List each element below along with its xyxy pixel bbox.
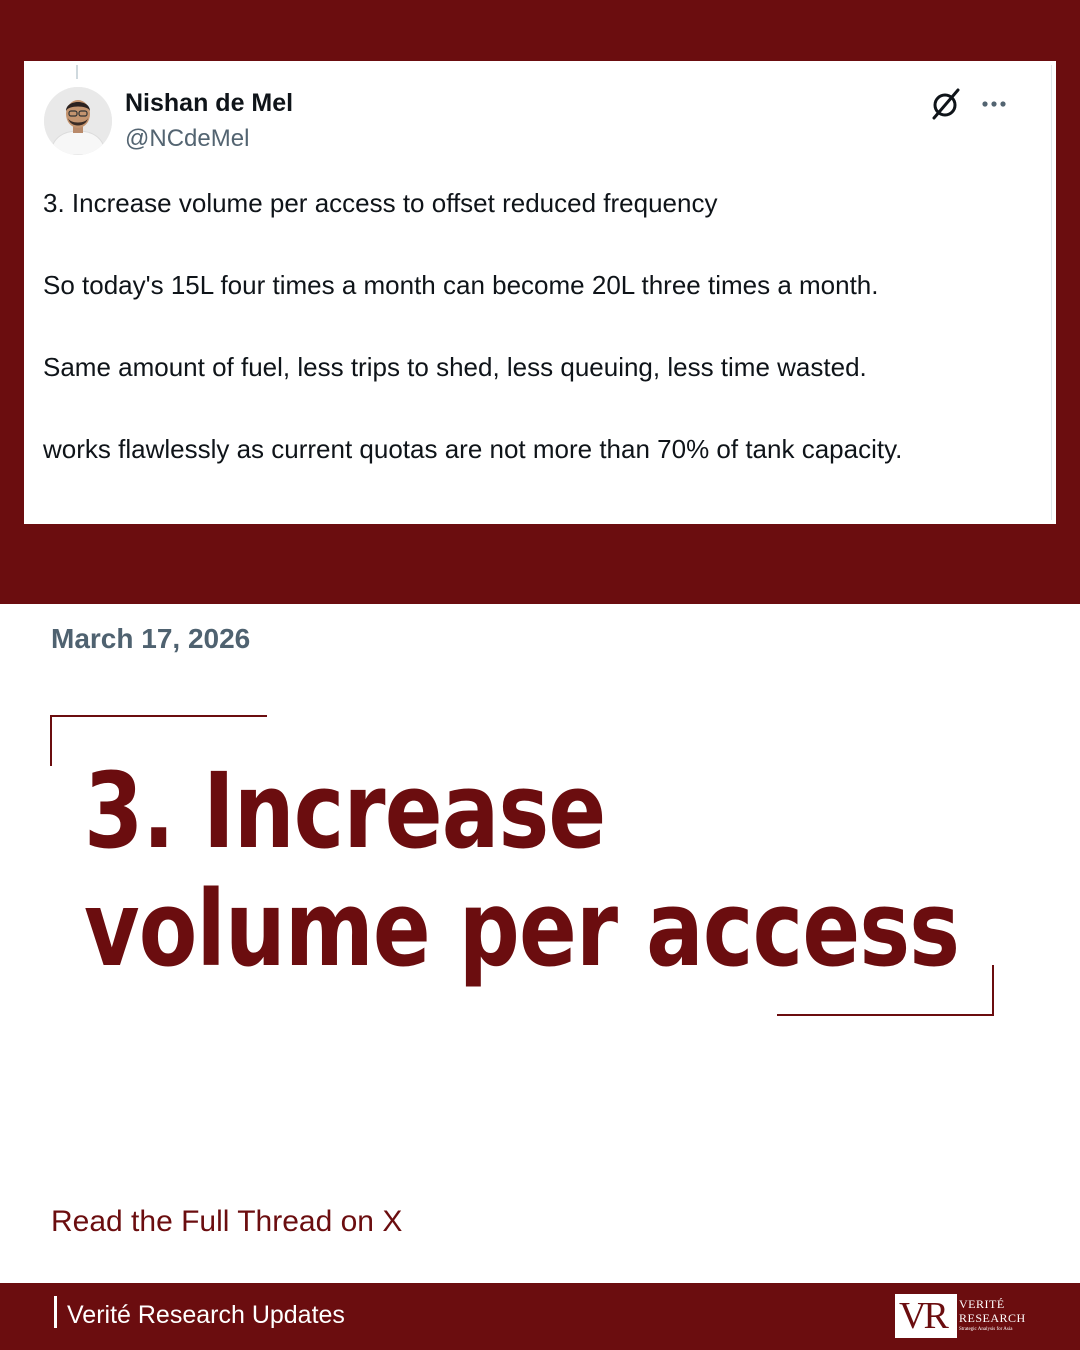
thread-line — [76, 65, 78, 79]
bracket-bottom-right — [777, 1014, 994, 1016]
tweet-paragraph: works flawlessly as current quotas are not more than 70% of tank capacity. — [43, 434, 903, 464]
tweet-paragraph: 3. Increase volume per access to offset reduced frequency — [43, 188, 718, 218]
headline — [84, 750, 960, 990]
tweet-card[interactable] — [24, 61, 1056, 524]
footer-divider — [54, 1296, 57, 1328]
bracket-bottom-right — [992, 965, 994, 1016]
footer-label: Verité Research Updates — [67, 1301, 345, 1329]
more-icon[interactable] — [980, 89, 1010, 119]
logo-word: RESEARCH — [959, 1311, 1026, 1325]
post-date: March 17, 2026 — [51, 623, 251, 654]
bracket-top-left — [50, 715, 52, 766]
verite-logo[interactable] — [895, 1294, 1025, 1338]
tweet-paragraph: Same amount of fuel, less trips to shed, less queuing, less time wasted. — [43, 352, 867, 382]
avatar[interactable] — [44, 87, 112, 155]
headline-line: 3. Increase — [84, 750, 606, 872]
author-handle[interactable]: @NCdeMel — [125, 125, 250, 152]
bracket-top-left — [50, 715, 267, 717]
grok-icon[interactable] — [930, 87, 962, 121]
logo-word: VERITÉ — [959, 1297, 1005, 1311]
logo-letters: VR — [899, 1295, 946, 1337]
card-edge — [1051, 65, 1052, 520]
logo-tagline: Strategic Analysis for Asia — [959, 1327, 1013, 1332]
tweet-paragraph: So today's 15L four times a month can become 20L three times a month. — [43, 270, 879, 300]
read-thread-link[interactable]: Read the Full Thread on X — [51, 1205, 403, 1238]
tweet-text — [43, 183, 1033, 470]
headline-line: volume per access — [84, 868, 960, 990]
footer — [0, 1283, 1080, 1350]
author-name[interactable]: Nishan de Mel — [125, 89, 294, 117]
